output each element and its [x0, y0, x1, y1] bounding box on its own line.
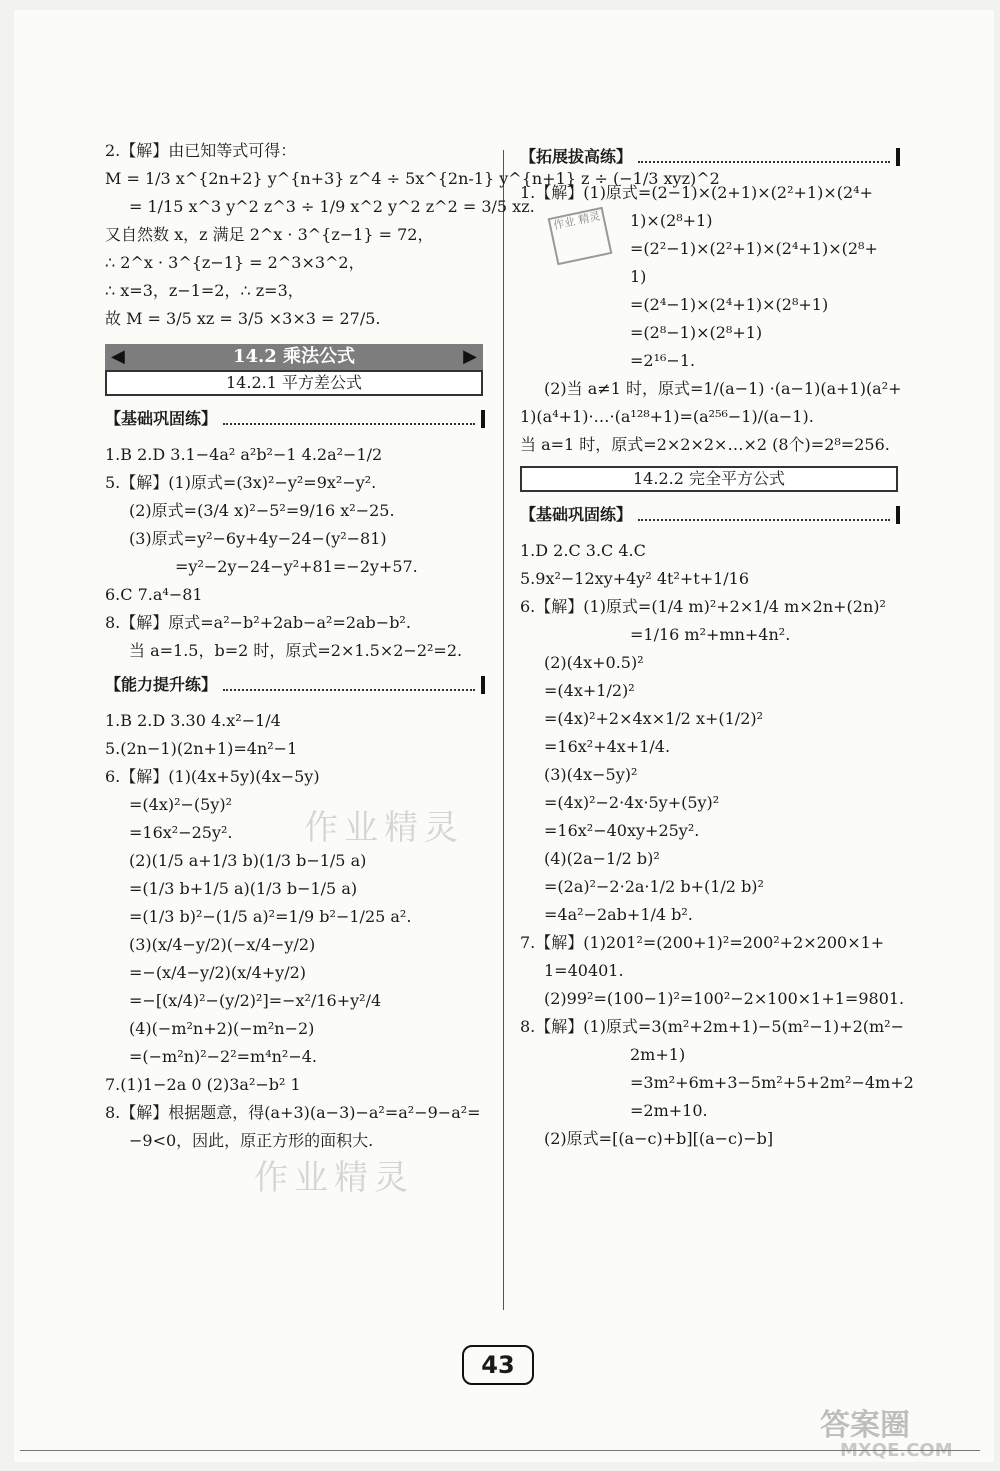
- answer-line: =(4x)²−(5y)²: [129, 795, 233, 814]
- right-column: [520, 140, 914, 1156]
- answer-line: 5.【解】(1)原式=(3x)²−y²=9x²−y².: [105, 473, 377, 492]
- answer-line: 2.【解】由已知等式可得：: [105, 141, 297, 160]
- right-arrow-icon: ▶: [463, 346, 477, 367]
- answer-line: =4a²−2ab+1/4 b².: [544, 905, 693, 924]
- answer-line: 7.(1)1−2a 0 (2)3a²−b² 1: [105, 1075, 301, 1094]
- section-title: 【能力提升练】: [105, 675, 218, 694]
- section-header-extension: [520, 146, 900, 168]
- answer-line: 6.C 7.a⁴−81: [105, 585, 203, 604]
- answer-line: 又自然数 x，z 满足 2^x · 3^{z−1} = 72，: [105, 225, 434, 244]
- watermark-site: MXQE.COM: [840, 1440, 953, 1461]
- end-bar: [481, 410, 485, 428]
- page-number: 43: [462, 1345, 534, 1385]
- answer-line: 2m+1): [630, 1045, 686, 1064]
- dotted-rule: [223, 679, 475, 691]
- answer-line: 6.【解】(1)(4x+5y)(4x−5y): [105, 767, 320, 786]
- answer-line: =(4x)²+2×4x×1/2 x+(1/2)²: [544, 709, 764, 728]
- answer-line: =16x²−40xy+25y².: [544, 821, 700, 840]
- answer-line: =(−m²n)²−2²=m⁴n²−4.: [129, 1047, 317, 1066]
- answer-line: ∴ x=3，z−1=2，∴ z=3，: [105, 281, 304, 300]
- watermark-logo: 答案圈: [820, 1408, 910, 1443]
- bottom-rule: [20, 1450, 980, 1451]
- answer-line: 5.(2n−1)(2n+1)=4n²−1: [105, 739, 298, 758]
- answer-line: =2m+10.: [630, 1101, 708, 1120]
- answer-line: 1=40401.: [544, 961, 624, 980]
- answer-line: (2)(1/5 a+1/3 b)(1/3 b−1/5 a): [129, 851, 367, 870]
- answer-line: =(1/3 b)²−(1/5 a)²=1/9 b²−1/25 a².: [129, 907, 412, 926]
- dotted-rule: [638, 509, 890, 521]
- answer-line: =y²−2y−24−y²+81=−2y+57.: [175, 557, 418, 576]
- answer-line: 1.B 2.D 3.30 4.x²−1/4: [105, 711, 281, 730]
- answer-line: 当 a=1.5，b=2 时，原式=2×1.5×2−2²=2.: [129, 641, 463, 660]
- answer-line: −9<0，因此，原正方形的面积大.: [129, 1131, 374, 1150]
- answer-line: = 1/15 x^3 y^2 z^3 ÷ 1/9 x^2 y^2 z^2 = 3/5 xz.: [129, 197, 535, 216]
- answer-line: =(2⁸−1)×(2⁸+1): [630, 323, 763, 342]
- answer-line: 1.D 2.C 3.C 4.C: [520, 541, 646, 560]
- answer-line: 当 a=1 时，原式=2×2×2×…×2 (8个)=2⁸=256.: [520, 435, 890, 454]
- section-header-basic: [105, 408, 485, 430]
- end-bar: [896, 148, 900, 166]
- answer-line: 1)(a⁴+1)·…·(a¹²⁸+1)=(a²⁵⁶−1)/(a−1).: [520, 407, 814, 426]
- section-title: 【拓展拔高练】: [520, 147, 633, 166]
- end-bar: [481, 676, 485, 694]
- faint-watermark-1: 作业精灵: [304, 808, 464, 848]
- answer-line: 6.【解】(1)原式=(1/4 m)²+2×1/4 m×2n+(2n)²: [520, 597, 886, 616]
- answer-line: (3)(x/4−y/2)(−x/4−y/2): [129, 935, 316, 954]
- sub-banner: 14.2.1 平方差公式: [105, 370, 483, 396]
- column-divider: [503, 150, 504, 1310]
- answer-line: 8.【解】(1)原式=3(m²+2m+1)−5(m²−1)+2(m²−: [520, 1017, 904, 1036]
- answer-line: 8.【解】原式=a²−b²+2ab−a²=2ab−b².: [105, 613, 411, 632]
- answer-line: (2)当 a≠1 时，原式=1/(a−1) ·(a−1)(a+1)(a²+: [544, 379, 902, 398]
- section-header-ability: [105, 674, 485, 696]
- answer-line: 7.【解】(1)201²=(200+1)²=200²+2×200×1+: [520, 933, 885, 952]
- answer-text: 1.【解】(1)原式=(2−1)×(2+1)×(2²+1)×(2⁴+: [520, 183, 873, 202]
- answer-line: (3)(4x−5y)²: [544, 765, 638, 784]
- answer-line: (3)原式=y²−6y+4y−24−(y²−81): [129, 529, 387, 548]
- answer-line: 1): [630, 267, 647, 286]
- answer-line: (4)(2a−1/2 b)²: [544, 849, 660, 868]
- answer-line: 故 M = 3/5 xz = 3/5 ×3×3 = 27/5.: [105, 309, 381, 328]
- answer-line: (2)原式=[(a−c)+b][(a−c)−b]: [544, 1129, 774, 1148]
- answer-line: =(4x+1/2)²: [544, 681, 635, 700]
- answer-line: =3m²+6m+3−5m²+5+2m²−4m+2: [630, 1073, 914, 1092]
- answer-line: =−[(x/4)²−(y/2)²]=−x²/16+y²/4: [129, 991, 382, 1010]
- section-header-basic-2: [520, 504, 900, 526]
- left-arrow-icon: ◀: [111, 346, 125, 367]
- dotted-rule: [223, 413, 475, 425]
- answer-line: =(2a)²−2·2a·1/2 b+(1/2 b)²: [544, 877, 764, 896]
- answer-line: M = 1/3 x^{2n+2} y^{n+3} z^4 ÷ 5x^{2n-1} y^{n+1} z ÷ (−1/3 xyz)^2: [105, 169, 720, 188]
- answer-line: =2¹⁶−1.: [630, 351, 696, 370]
- answer-line: 5.9x²−12xy+4y² 4t²+t+1/16: [520, 569, 750, 588]
- section-title: 【基础巩固练】: [520, 505, 633, 524]
- answer-text: =(2²−1)×(2²+1)×(2⁴+1)×(2⁸+: [630, 239, 878, 258]
- section-title: 【基础巩固练】: [105, 409, 218, 428]
- answer-line: =(1/3 b+1/5 a)(1/3 b−1/5 a): [129, 879, 358, 898]
- answer-line: (4)(−m²n+2)(−m²n−2): [129, 1019, 315, 1038]
- answer-line: 1)×(2⁸+1): [630, 211, 713, 230]
- end-bar: [896, 506, 900, 524]
- answer-line: =(4x)²−2·4x·5y+(5y)²: [544, 793, 720, 812]
- answer-line: =−(x/4−y/2)(x/4+y/2): [129, 963, 306, 982]
- faint-watermark-2: 作业精灵: [254, 1158, 414, 1198]
- banner-title: 14.2 乘法公式: [232, 346, 356, 367]
- answer-line: =(2⁴−1)×(2⁴+1)×(2⁸+1): [630, 295, 829, 314]
- answer-line: (2)原式=(3/4 x)²−5²=9/16 x²−25.: [129, 501, 395, 520]
- stamp-logo: 作业 精灵: [548, 207, 613, 266]
- answer-line: =1/16 m²+mn+4n².: [630, 625, 791, 644]
- answer-line: =16x²−25y².: [129, 823, 233, 842]
- sub-banner: 14.2.2 完全平方公式: [520, 466, 898, 492]
- answer-line: [520, 182, 900, 204]
- answer-line: 8.【解】根据题意，得(a+3)(a−3)−a²=a²−9−a²=: [105, 1103, 481, 1122]
- answer-line: (2)99²=(100−1)²=100²−2×100×1+1=9801.: [544, 989, 905, 1008]
- dotted-rule: [638, 151, 890, 163]
- answer-line: 1.B 2.D 3.1−4a² a²b²−1 4.2a²−1/2: [105, 445, 383, 464]
- answer-line: (2)(4x+0.5)²: [544, 653, 644, 672]
- section-banner: [105, 344, 483, 370]
- answer-line: ∴ 2^x · 3^{z−1} = 2^3×3^2，: [105, 253, 365, 272]
- answer-line: =16x²+4x+1/4.: [544, 737, 671, 756]
